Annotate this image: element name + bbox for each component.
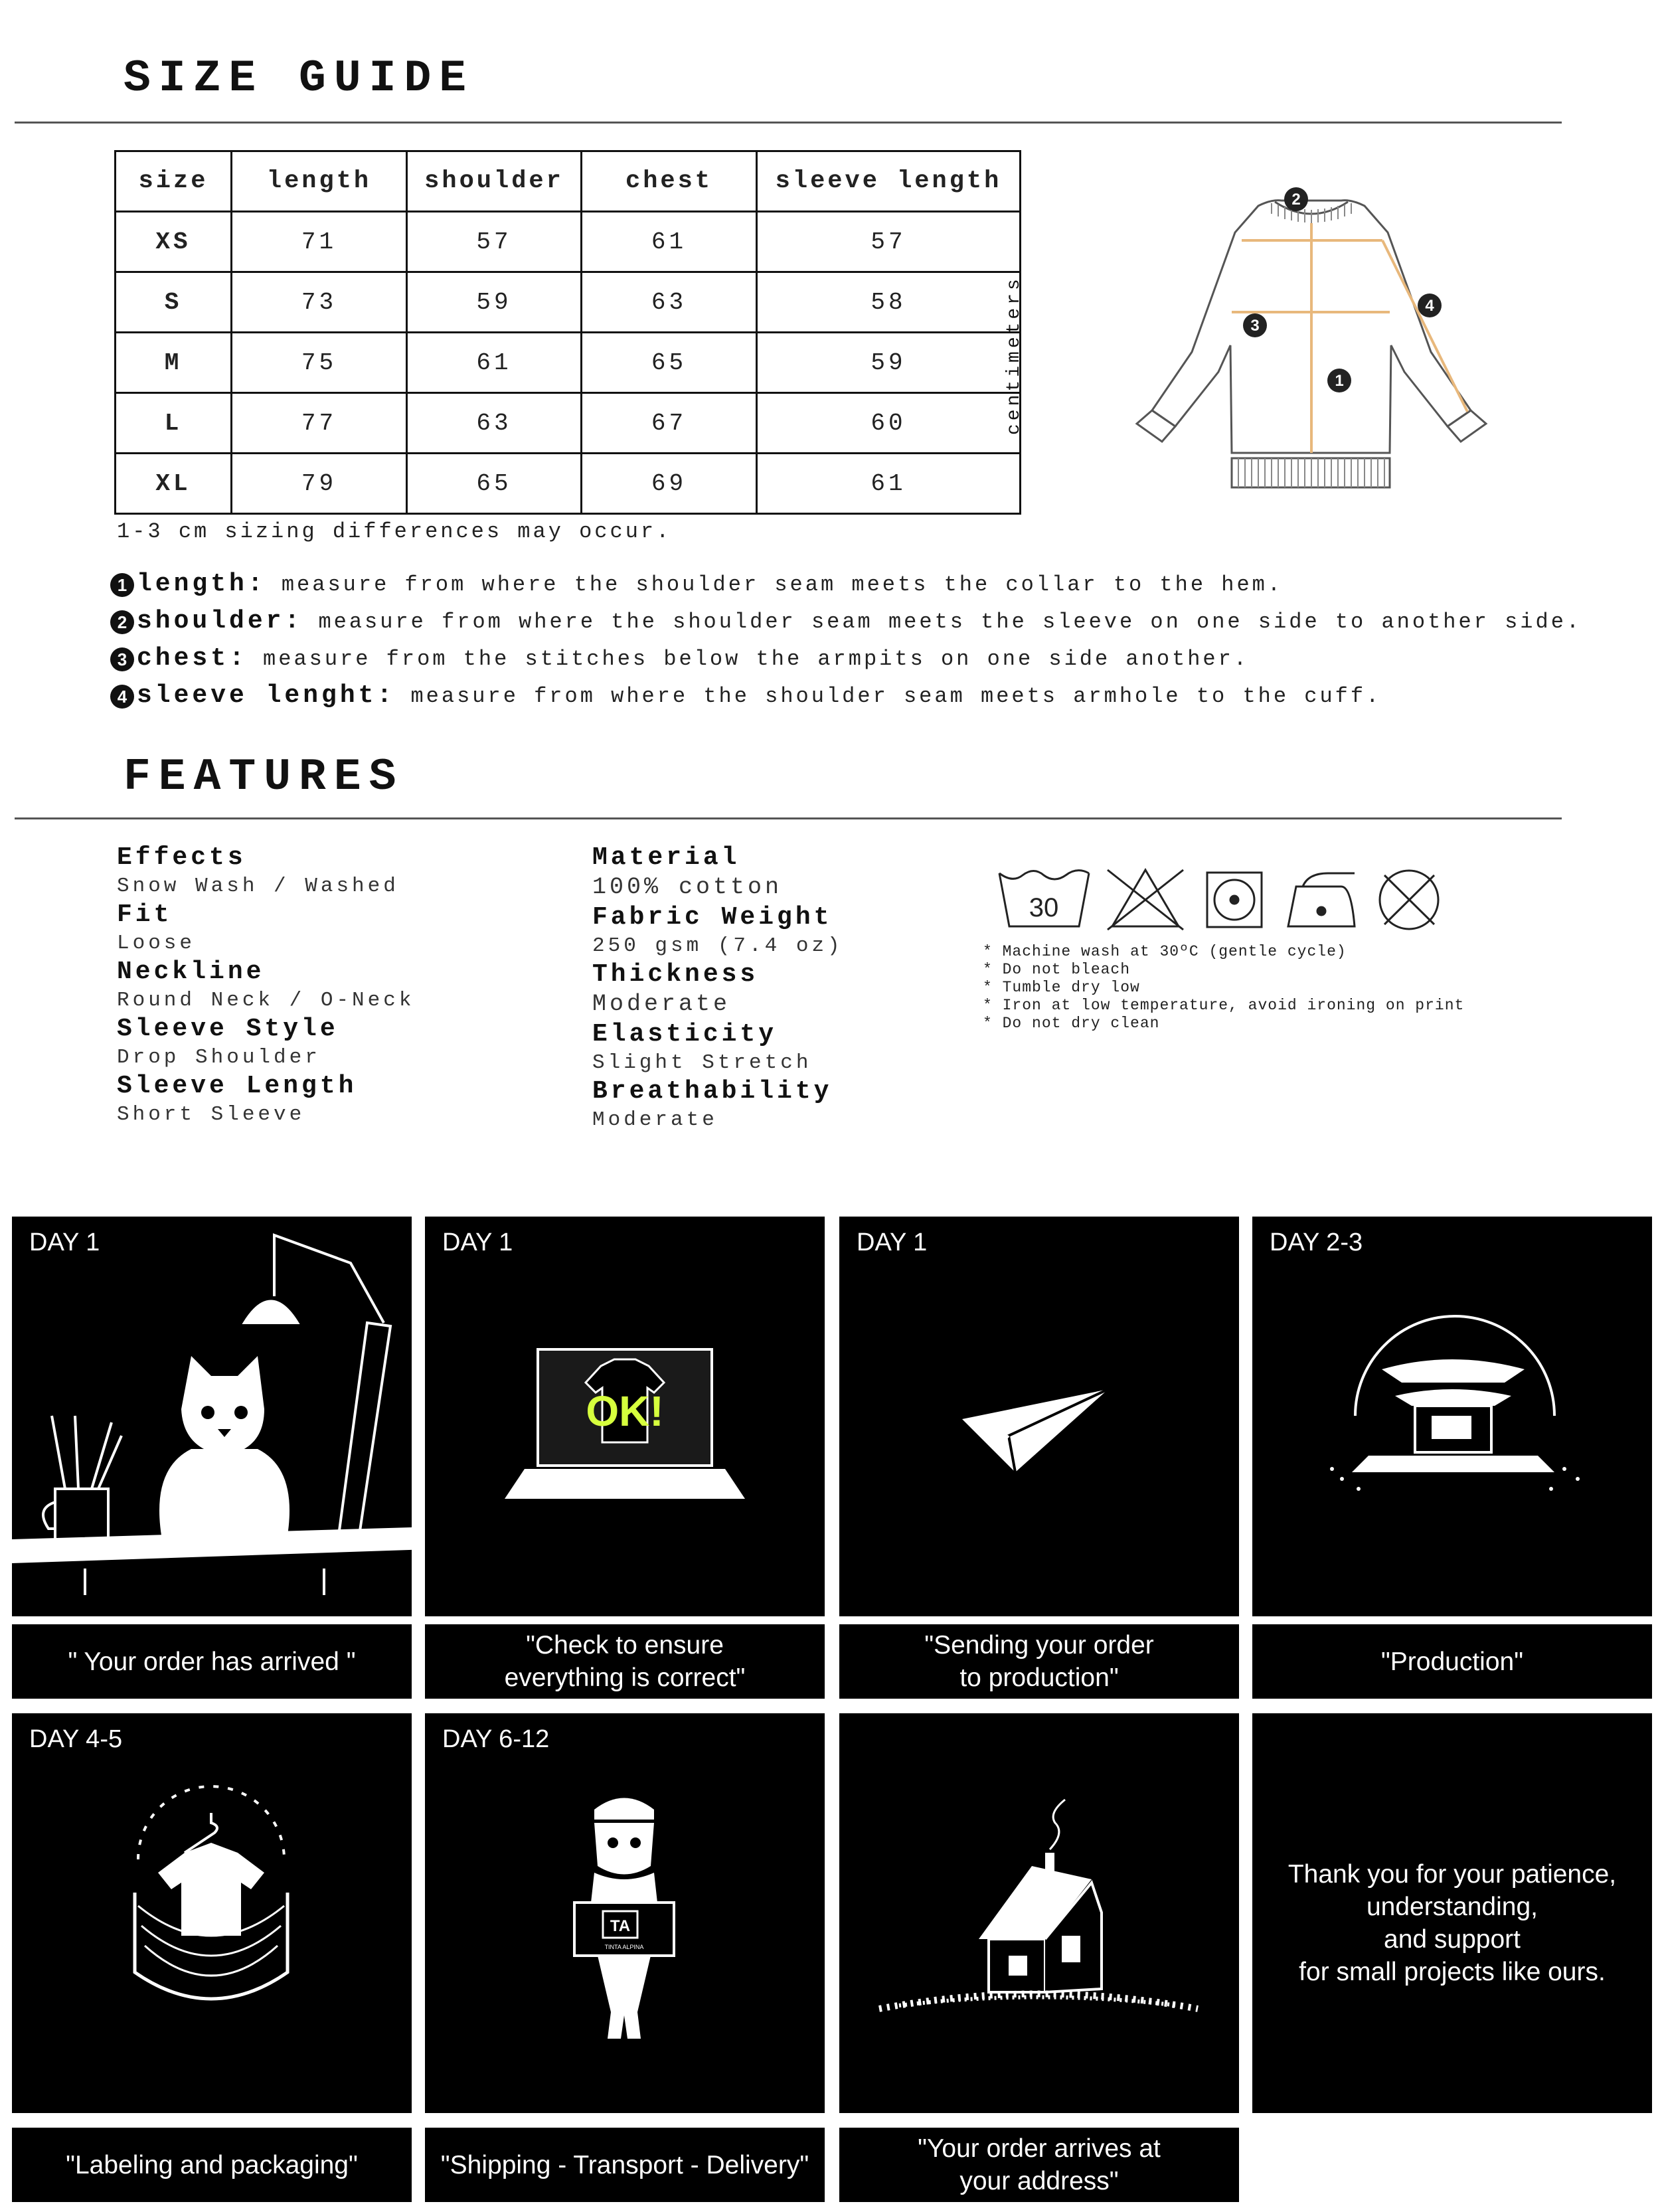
timeline-panel-order-arrived [12, 1217, 412, 1616]
thank-you-text: Thank you for your patience, understanding, and support for small projects like ours. [1287, 1860, 1617, 1986]
caption-labeling: "Labeling and packaging" [12, 2128, 412, 2202]
shoulder-cell: 57 [407, 212, 582, 272]
table-row [116, 333, 1021, 393]
sleeve-cell: 58 [757, 272, 1021, 333]
table-header-row [116, 151, 1021, 212]
feature-label: Material [592, 843, 740, 872]
measure-chest [110, 644, 1249, 673]
sweater-diagram [1096, 179, 1547, 491]
marker-4: 4 [1425, 297, 1434, 315]
timeline-panel-production [1252, 1217, 1652, 1616]
caption-sending: "Sending your order to production" [839, 1624, 1239, 1699]
feature-value: 250 gsm (7.4 oz) [592, 934, 843, 958]
table-row [116, 454, 1021, 514]
caption-production: "Production" [1252, 1624, 1652, 1699]
features-right-column [592, 843, 843, 1134]
number-badge: 2 [110, 610, 134, 634]
size-cell: XL [116, 454, 232, 514]
measure-length [110, 570, 1283, 598]
length-cell: 77 [232, 393, 407, 454]
timeline-panel-sending [839, 1217, 1239, 1616]
sleeve-cell: 61 [757, 454, 1021, 514]
feature-label: Thickness [592, 960, 759, 989]
day-label: DAY 6-12 [442, 1725, 550, 1753]
feature-label: Fit [117, 900, 173, 929]
chest-cell: 69 [582, 454, 757, 514]
caption-arrival: "Your order arrives at your address" [839, 2128, 1239, 2202]
divider [15, 122, 1562, 124]
feature-label: Sleeve Length [117, 1072, 357, 1100]
number-badge: 1 [110, 573, 134, 597]
header-length: length [232, 151, 407, 212]
marker-2: 2 [1291, 191, 1301, 209]
length-cell: 73 [232, 272, 407, 333]
box-logo: TA [610, 1917, 631, 1935]
measure-term: shoulder: [137, 607, 303, 636]
feature-label: Effects [117, 843, 246, 872]
feature-value: 100% cotton [592, 874, 783, 900]
feature-label: Sleeve Style [117, 1015, 339, 1043]
sleeve-cell: 57 [757, 212, 1021, 272]
caption-check: "Check to ensure everything is correct" [425, 1624, 825, 1699]
shoulder-cell: 65 [407, 454, 582, 514]
measure-sleeve [110, 681, 1381, 710]
number-badge: 3 [110, 647, 134, 671]
header-size: size [116, 151, 232, 212]
chest-cell: 63 [582, 272, 757, 333]
feature-value: Short Sleeve [117, 1103, 305, 1126]
day-label: DAY 2-3 [1270, 1229, 1363, 1256]
measure-text: measure from where the shoulder seam meets the collar to the hem. [281, 572, 1284, 597]
day-label: DAY 4-5 [29, 1725, 123, 1753]
shoulder-cell: 61 [407, 333, 582, 393]
table-row [116, 212, 1021, 272]
wash-temp: 30 [1029, 893, 1059, 922]
no-dry-clean-icon [1380, 871, 1438, 929]
marker-3: 3 [1250, 317, 1260, 335]
measure-term: length: [137, 570, 266, 598]
measure-text: measure from the stitches below the armpits on one side another. [263, 647, 1250, 671]
feature-label: Elasticity [592, 1020, 778, 1049]
care-item: * Do not bleach [983, 961, 1131, 978]
chest-cell: 67 [582, 393, 757, 454]
length-cell: 79 [232, 454, 407, 514]
measure-shoulder [110, 607, 1582, 636]
unit-label: centimeters [1004, 276, 1025, 435]
measure-term: sleeve lenght: [137, 681, 396, 710]
features-left-column [117, 843, 414, 1129]
size-guide-title: SIZE GUIDE [124, 53, 475, 104]
timeline-panel-thanks [1252, 1713, 1652, 2113]
size-cell: S [116, 272, 232, 333]
feature-value: Slight Stretch [592, 1051, 812, 1074]
features-title: FEATURES [124, 752, 404, 803]
day-label: DAY 1 [442, 1229, 513, 1256]
no-bleach-icon [1108, 870, 1183, 930]
sleeve-cell: 60 [757, 393, 1021, 454]
tumble-dry-low-icon [1207, 873, 1262, 927]
day-label: DAY 1 [857, 1229, 928, 1256]
measure-text: measure from where the shoulder seam meets armhole to the cuff. [410, 684, 1382, 709]
length-cell: 71 [232, 212, 407, 272]
timeline-panel-arrival [839, 1713, 1239, 2113]
shirt-hanger-illustration [12, 1713, 412, 2113]
caption-shipping: "Shipping - Transport - Delivery" [425, 2128, 825, 2202]
timeline-panel-labeling [12, 1713, 412, 2113]
box-brand-text: TINTA ALPINA [604, 1944, 644, 1950]
laptop-illustration [425, 1217, 825, 1616]
feature-value: Round Neck / O-Neck [117, 989, 415, 1012]
temple-illustration [1252, 1217, 1652, 1616]
care-item: * Tumble dry low [983, 979, 1140, 996]
ok-text: OK! [586, 1387, 664, 1435]
chest-cell: 65 [582, 333, 757, 393]
sleeve-cell: 59 [757, 333, 1021, 393]
table-row [116, 393, 1021, 454]
header-shoulder: shoulder [407, 151, 582, 212]
marker-1: 1 [1335, 372, 1344, 390]
divider [15, 817, 1562, 819]
feature-value: Moderate [592, 1108, 718, 1132]
header-sleeve-length: sleeve length [757, 151, 1021, 212]
care-item: * Machine wash at 30ºC (gentle cycle) [983, 943, 1347, 960]
paper-plane-icon [839, 1217, 1239, 1616]
cat-at-desk-illustration [12, 1217, 412, 1616]
feature-value: Moderate [592, 991, 731, 1017]
feature-value: Drop Shoulder [117, 1046, 321, 1069]
sizing-note: 1-3 cm sizing differences may occur. [117, 519, 672, 544]
shoulder-cell: 59 [407, 272, 582, 333]
timeline-panel-check [425, 1217, 825, 1616]
care-instructions [983, 943, 1464, 1033]
size-table [114, 150, 1021, 515]
size-cell: M [116, 333, 232, 393]
number-badge: 4 [110, 685, 134, 709]
size-cell: L [116, 393, 232, 454]
feature-label: Neckline [117, 958, 265, 986]
measure-text: measure from where the shoulder seam meets the sleeve on one side to another side. [318, 610, 1582, 634]
chest-cell: 61 [582, 212, 757, 272]
day-label: DAY 1 [29, 1229, 100, 1256]
feature-value: Loose [117, 932, 196, 955]
feature-label: Fabric Weight [592, 903, 833, 932]
table-row [116, 272, 1021, 333]
size-cell: XS [116, 212, 232, 272]
caption-order-arrived: " Your order has arrived " [12, 1624, 412, 1699]
iron-low-icon [1288, 873, 1355, 926]
cat-courier-illustration [425, 1713, 825, 2113]
measure-term: chest: [137, 644, 248, 673]
shoulder-cell: 63 [407, 393, 582, 454]
care-icons [996, 863, 1514, 943]
feature-label: Breathability [592, 1077, 833, 1106]
timeline-panel-shipping [425, 1713, 825, 2113]
feature-value: Snow Wash / Washed [117, 875, 399, 898]
header-chest: chest [582, 151, 757, 212]
house-illustration [839, 1713, 1239, 2113]
care-item: * Do not dry clean [983, 1015, 1160, 1032]
care-item: * Iron at low temperature, avoid ironing on print [983, 997, 1465, 1014]
length-cell: 75 [232, 333, 407, 393]
